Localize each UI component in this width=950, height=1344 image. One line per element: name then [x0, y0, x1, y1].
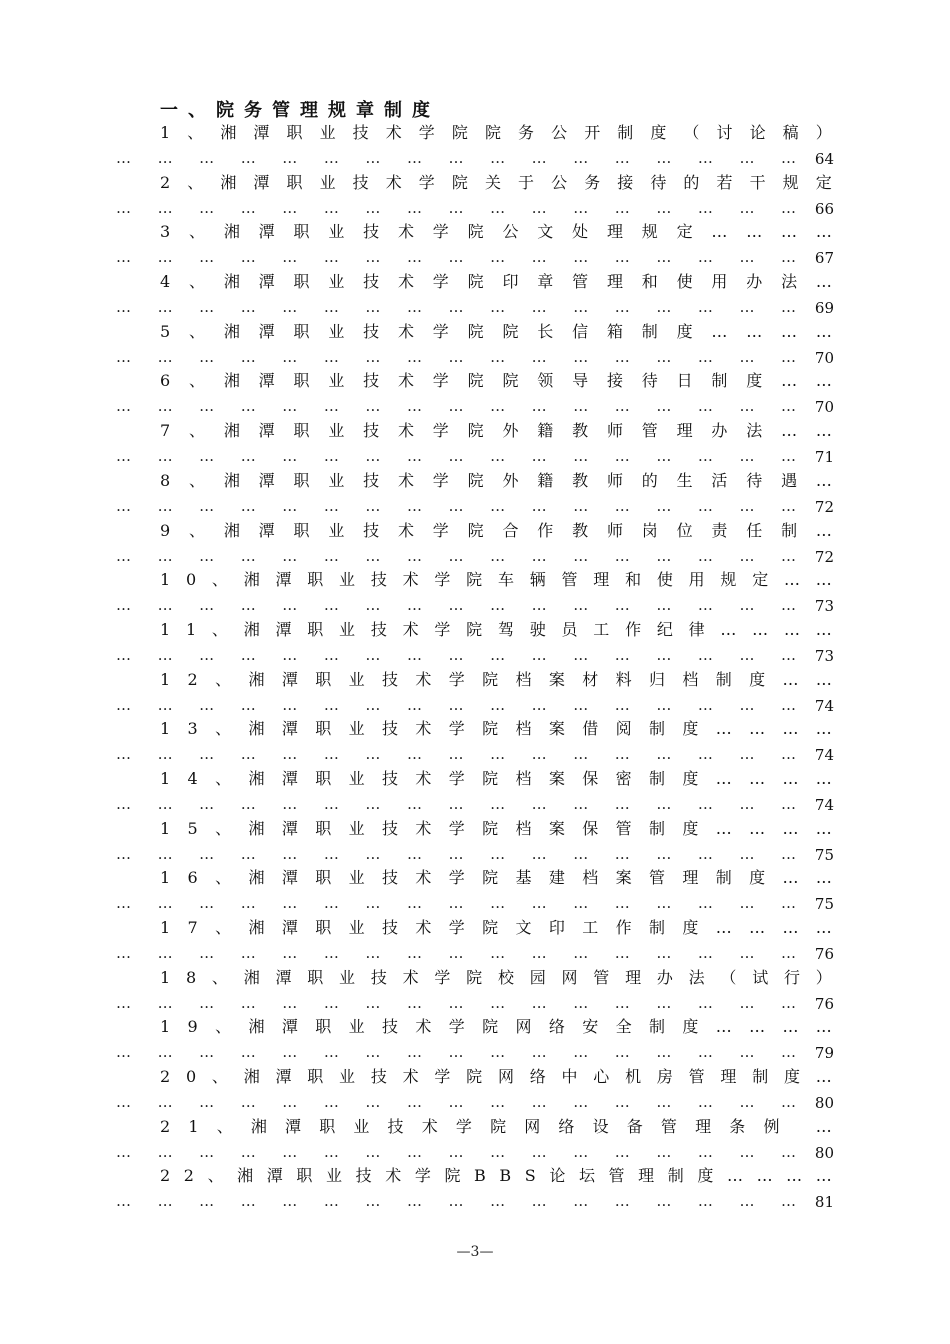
toc-entry-title: 1 1 、 湘 潭 职 业 技 术 学 院 驾 驶 员 工 作 纪 律 … … … … — [160, 619, 832, 639]
toc-page-number: 75 — [814, 895, 834, 914]
toc-entry — [0, 716, 950, 766]
toc-entry — [0, 368, 950, 418]
toc-page-number: 72 — [814, 547, 834, 566]
toc-page-number: 69 — [814, 299, 834, 318]
table-of-contents — [0, 120, 950, 1213]
toc-entry — [0, 1064, 950, 1114]
toc-dot-leader: … … … … … … … … … … … … … … … … … — [116, 198, 796, 217]
toc-page-number: 74 — [814, 696, 834, 715]
toc-entry — [0, 1114, 950, 1164]
toc-entry-title: 9 、 湘 潭 职 业 技 术 学 院 合 作 教 师 岗 位 责 任 制 … — [160, 520, 832, 540]
toc-dot-leader: … … … … … … … … … … … … … … … … … — [116, 496, 796, 515]
toc-entry-title: 3 、 湘 潭 职 业 技 术 学 院 公 文 处 理 规 定 … … … … — [160, 222, 832, 242]
toc-entry-title: 1 7 、 湘 潭 职 业 技 术 学 院 文 印 工 作 制 度 … … … … — [160, 918, 832, 937]
toc-entry — [0, 269, 950, 319]
toc-entry-title: 1 9 、 湘 潭 职 业 技 术 学 院 网 络 安 全 制 度 … … … … — [160, 1017, 832, 1037]
toc-page-number: 72 — [814, 497, 834, 516]
toc-entry-title: 2 0 、 湘 潭 职 业 技 术 学 院 网 络 中 心 机 房 管 理 制 度 … — [160, 1067, 832, 1087]
toc-page-number: 71 — [814, 448, 834, 467]
toc-page-number: 74 — [814, 795, 834, 814]
toc-dot-leader: … … … … … … … … … … … … … … … … … — [116, 596, 796, 615]
toc-entry-title: 2 1 、 湘 潭 职 业 技 术 学 院 网 络 设 备 管 理 条 例 … — [160, 1116, 832, 1136]
toc-dot-leader: … … … … … … … … … … … … … … … … … — [116, 844, 796, 863]
toc-dot-leader: … … … … … … … … … … … … … … … … … — [116, 944, 796, 962]
toc-dot-leader: … … … … … … … … … … … … … … … … … — [116, 546, 796, 565]
toc-dot-leader: … … … … … … … … … … … … … … … … … — [116, 1043, 796, 1062]
page-footer-number: —3— — [456, 1244, 494, 1260]
toc-dot-leader: … … … … … … … … … … … … … … … … … — [116, 447, 796, 466]
toc-entry — [0, 567, 950, 617]
toc-page-number: 75 — [814, 845, 834, 864]
toc-entry — [0, 865, 950, 915]
toc-entry — [0, 468, 950, 518]
toc-page-number: 66 — [814, 199, 834, 218]
toc-entry — [0, 915, 950, 965]
toc-entry — [0, 219, 950, 269]
toc-entry-title: 1 、 湘 潭 职 业 技 术 学 院 院 务 公 开 制 度 （ 讨 论 稿 ） — [160, 123, 832, 142]
toc-dot-leader: … … … … … … … … … … … … … … … … … — [116, 248, 796, 267]
toc-entry — [0, 1014, 950, 1064]
toc-dot-leader: … … … … … … … … … … … … … … … … … — [116, 993, 796, 1012]
toc-entry-title: 2 、 湘 潭 职 业 技 术 学 院 关 于 公 务 接 待 的 若 干 规 定 — [160, 172, 832, 192]
toc-entry — [0, 120, 950, 170]
toc-dot-leader: … … … … … … … … … … … … … … … … … — [116, 397, 796, 416]
toc-entry — [0, 667, 950, 717]
toc-entry-title: 6 、 湘 潭 职 业 技 术 学 院 院 领 导 接 待 日 制 度 … … — [160, 371, 832, 391]
toc-dot-leader: … … … … … … … … … … … … … … … … … — [116, 1142, 796, 1161]
toc-dot-leader: … … … … … … … … … … … … … … … … … — [116, 149, 796, 167]
toc-entry-title: 1 3 、 湘 潭 职 业 技 术 学 院 档 案 借 阅 制 度 … … … … — [160, 719, 832, 739]
section-heading: 一、院务管理规章制度 — [160, 100, 440, 121]
toc-page-number: 76 — [814, 994, 834, 1013]
toc-dot-leader: … … … … … … … … … … … … … … … … … — [116, 695, 796, 714]
toc-dot-leader: … … … … … … … … … … … … … … … … … — [116, 298, 796, 317]
toc-entry-title: 1 4 、 湘 潭 职 业 技 术 学 院 档 案 保 密 制 度 … … … … — [160, 768, 832, 788]
toc-page-number: 73 — [814, 597, 834, 616]
toc-page-number: 80 — [814, 1094, 834, 1113]
toc-dot-leader: … … … … … … … … … … … … … … … … … — [116, 1192, 796, 1211]
toc-dot-leader: … … … … … … … … … … … … … … … … … — [116, 745, 796, 764]
toc-entry — [0, 766, 950, 816]
toc-entry — [0, 617, 950, 667]
toc-entry-title: 1 5 、 湘 潭 职 业 技 术 学 院 档 案 保 管 制 度 … … … … — [160, 818, 832, 838]
toc-page-number: 79 — [814, 1044, 834, 1063]
toc-page-number: 74 — [814, 746, 834, 765]
toc-dot-leader: … … … … … … … … … … … … … … … … … — [116, 794, 796, 813]
toc-dot-leader: … … … … … … … … … … … … … … … … … — [116, 645, 796, 664]
toc-dot-leader: … … … … … … … … … … … … … … … … … — [116, 1093, 796, 1112]
toc-page-number: 81 — [814, 1193, 834, 1212]
toc-entry-title: 1 8 、 湘 潭 职 业 技 术 学 院 校 园 网 管 理 办 法 （ 试 行 ） — [160, 967, 832, 987]
toc-entry-title: 1 0 、 湘 潭 职 业 技 术 学 院 车 辆 管 理 和 使 用 规 定 … … — [160, 570, 832, 590]
toc-page-number: 76 — [814, 945, 834, 963]
toc-entry-title: 7 、 湘 潭 职 业 技 术 学 院 外 籍 教 师 管 理 办 法 … … — [160, 421, 832, 441]
toc-dot-leader: … … … … … … … … … … … … … … … … … — [116, 894, 796, 913]
toc-entry — [0, 965, 950, 1015]
toc-entry-title: 1 2 、 湘 潭 职 业 技 术 学 院 档 案 材 料 归 档 制 度 … … — [160, 669, 832, 689]
toc-entry — [0, 518, 950, 568]
toc-entry — [0, 418, 950, 468]
toc-page-number: 67 — [814, 249, 834, 268]
toc-entry — [0, 319, 950, 369]
toc-page-number: 70 — [814, 398, 834, 417]
toc-entry — [0, 816, 950, 866]
toc-entry-title: 2 2 、 湘 潭 职 业 技 术 学 院 B B S 论 坛 管 理 制 度 … … … … — [160, 1166, 832, 1186]
toc-entry — [0, 170, 950, 220]
toc-page-number: 70 — [814, 348, 834, 367]
toc-page-number: 80 — [814, 1143, 834, 1162]
toc-entry-title: 8 、 湘 潭 职 业 技 术 学 院 外 籍 教 师 的 生 活 待 遇 … — [160, 470, 832, 490]
toc-entry-title: 1 6 、 湘 潭 职 业 技 术 学 院 基 建 档 案 管 理 制 度 … … — [160, 868, 832, 888]
toc-entry-title: 4 、 湘 潭 职 业 技 术 学 院 印 章 管 理 和 使 用 办 法 … — [160, 272, 832, 292]
toc-entry-title: 5 、 湘 潭 职 业 技 术 学 院 院 长 信 箱 制 度 … … … … — [160, 321, 832, 341]
toc-page-number: 73 — [814, 646, 834, 665]
toc-page-number: 64 — [814, 150, 834, 168]
toc-dot-leader: … … … … … … … … … … … … … … … … … — [116, 347, 796, 366]
toc-entry — [0, 1163, 950, 1213]
